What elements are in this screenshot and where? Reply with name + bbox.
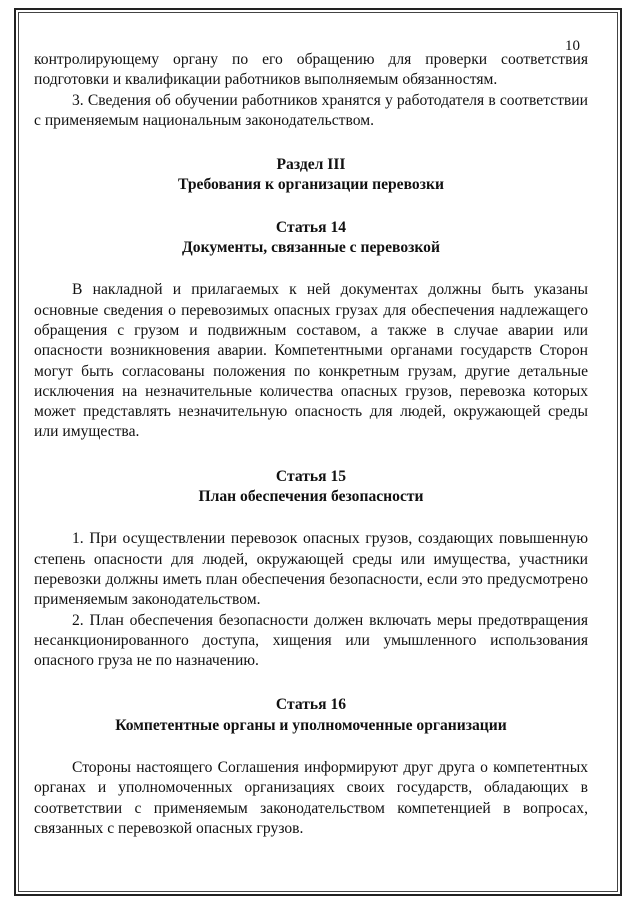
section-label: Раздел III [276, 156, 346, 174]
article-16-title: Компетентные органы и уполномоченные организации [115, 716, 507, 734]
article-14-paragraph: В накладной и прилагаемых к ней документах должны быть указаны основные сведения о перевозимых опасных грузах для обеспечения надлежащего обращения с грузом и подвижным составом, а также в случае аварии или опасности возникновения аварии. Компетентными органами государств Сторон могут быть согласованы положения по конкретным грузам, другие детальные исключения на незначительные количества опасных грузов, перевозка которых может представлять незначительную опасность для людей, окружающей среды или имущества. [34, 281, 588, 441]
article-15-item-2: 2. План обеспечения безопасности должен включать меры предотвращения несанкционированного доступа, хищения или умышленного использования опасного груза не по назначению. [34, 611, 588, 670]
continuation-paragraph: контролирующему органу по его обращению для проверки соответствия подготовки и квалификации работников выполняемым обязанностям. [34, 51, 588, 89]
page-number: 10 [565, 38, 580, 54]
article-15-item-1: 1. При осуществлении перевозок опасных грузов, создающих повышенную степень опасности для людей, окружающей среды или имущества, участники перевозки должны иметь план обеспечения безопасности, если это предусмотрено применяемым законодательством. [34, 530, 588, 609]
article-16-paragraph: Стороны настоящего Соглашения информируют друг друга о компетентных органах и уполномоченных организациях своих государств, обладающих в соответствии с применяемым законодательством компетенцией в вопросах, связанных с перевозкой опасных грузов. [34, 759, 588, 837]
article-14-title: Документы, связанные с перевозкой [182, 239, 440, 257]
article-15-title: План обеспечения безопасности [198, 488, 424, 506]
article-14-label: Статья 14 [275, 218, 347, 236]
item-3-paragraph: 3. Сведения об обучении работников хранятся у работодателя в соответствии с применяемым национальным законодательством. [34, 91, 588, 129]
article-15-label: Статья 15 [275, 467, 347, 485]
section-title: Требования к организации перевозки [178, 176, 444, 194]
article-16-label: Статья 16 [275, 696, 347, 714]
document-page [34, 30, 588, 839]
